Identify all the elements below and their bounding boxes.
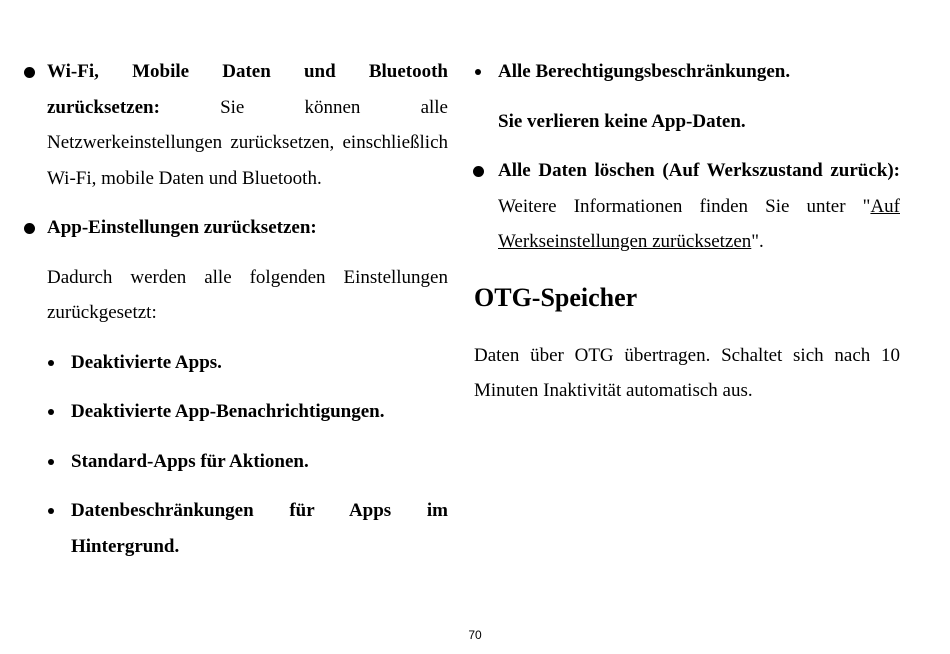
small-bullet-icon	[48, 360, 54, 366]
sub-list-item	[47, 345, 448, 381]
page-number: 70	[468, 628, 482, 642]
sub-item-text: Deaktivierte Apps.	[71, 351, 222, 373]
factory-reset-link[interactable]: Auf Werkseinstellungen zurücksetzen	[498, 195, 900, 252]
intro-paragraph: Dadurch werden alle folgenden Einstellungen zurückgesetzt:	[47, 266, 448, 323]
left-column	[47, 54, 448, 564]
small-bullet-icon	[48, 508, 54, 514]
bullet-icon	[24, 223, 35, 234]
sub-list-item	[474, 54, 900, 90]
sub-item-text: Alle Berechtigungsbeschränkungen.	[498, 61, 791, 82]
small-bullet-icon	[475, 69, 481, 75]
item-text: Weitere Informationen finden Sie unter "	[498, 195, 871, 217]
bullet-icon	[473, 166, 484, 177]
list-item-factory-reset	[474, 153, 900, 260]
sub-list-item	[47, 493, 448, 564]
list-item-reset-apps	[47, 210, 448, 246]
sub-item-text: Datenbeschränkungen für Apps im Hintergrund.	[71, 500, 448, 557]
item-title: Alle Daten löschen (Auf Werkszustand zurück):	[498, 160, 900, 181]
small-bullet-icon	[48, 409, 54, 415]
sub-list-item	[47, 394, 448, 430]
note-paragraph: Sie verlieren keine App-Daten.	[498, 110, 746, 132]
bullet-icon	[24, 67, 35, 78]
sub-item-text: Standard-Apps für Aktionen.	[71, 450, 309, 472]
section-paragraph: Daten über OTG übertragen. Schaltet sich nach 10 Minuten Inaktivität automatisch aus.	[474, 344, 900, 401]
small-bullet-icon	[48, 459, 54, 465]
item-text: Sie können alle Netzwerkeinstellungen zurücksetzen, einschließlich Wi-Fi, mobile Daten und Bluetooth.	[47, 96, 448, 189]
item-text-end: ".	[751, 231, 764, 252]
sub-item-text: Deaktivierte App-Benachrichtigungen.	[71, 401, 385, 422]
list-item-reset-network	[47, 54, 448, 196]
right-column	[474, 54, 900, 409]
item-title: Wi-Fi, Mobile Daten und Bluetooth zurücksetzen:	[47, 61, 448, 118]
section-title: OTG-Speicher	[474, 282, 638, 312]
sub-list-item	[47, 444, 448, 480]
item-title: App-Einstellungen zurücksetzen:	[47, 217, 317, 238]
